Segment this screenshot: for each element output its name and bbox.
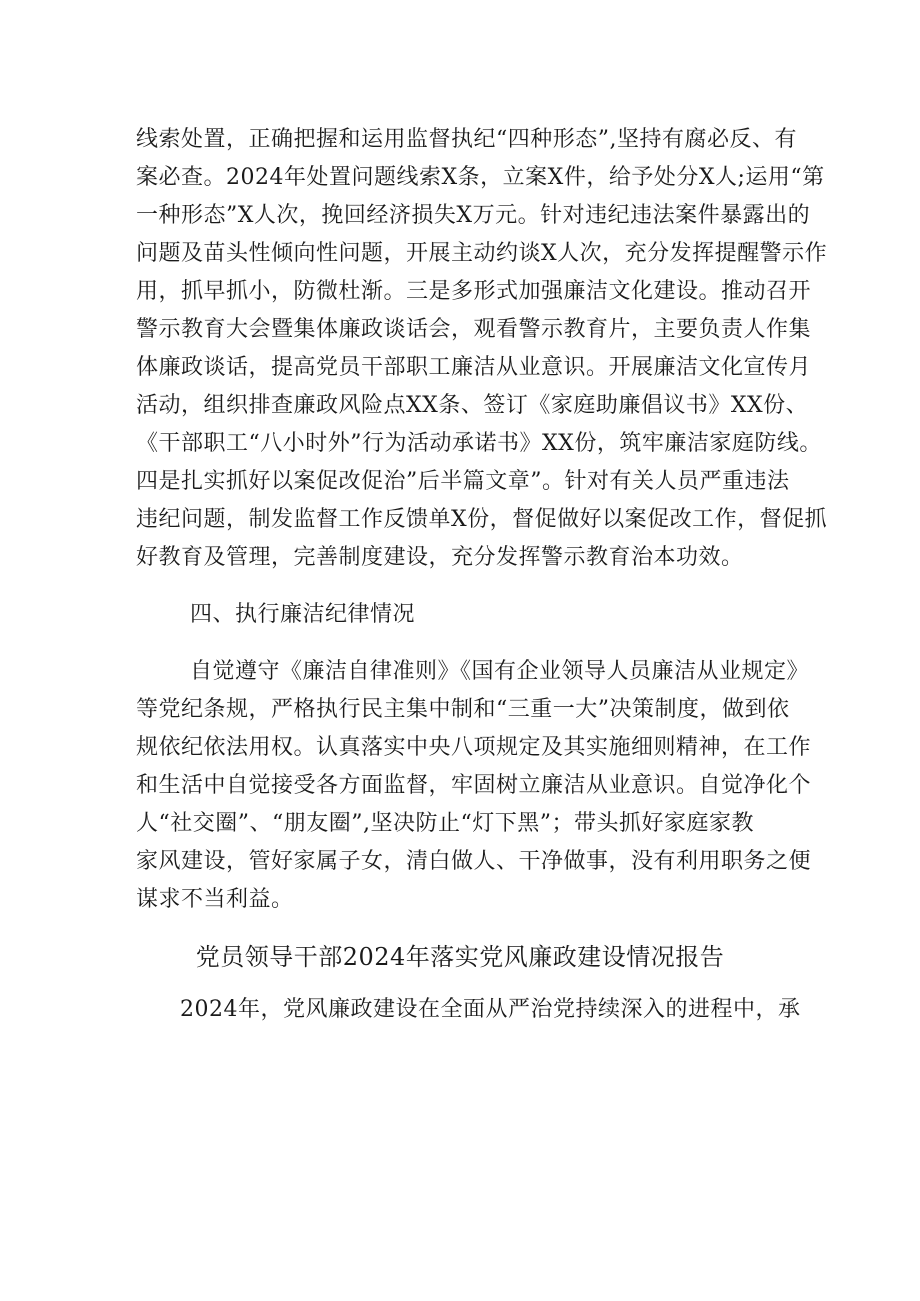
paragraph-line: 2024年，党风廉政建设在全面从严治党持续深入的进程中，承 (180, 997, 801, 1022)
paragraph-line: 《干部职工“八小时外”行为活动承诺书》XX份，筑牢廉洁家庭防线。 (136, 431, 822, 456)
paragraph-line: 四是扎实抓好以案促改促治”后半篇文章”。针对有关人员严重违法 (136, 469, 790, 494)
paragraph-line: 体廉政谈话，提高党员干部职工廉洁从业意识。开展廉洁文化宣传月 (136, 355, 812, 380)
paragraph-line: 自觉遵守《廉洁自律准则》《国有企业领导人员廉洁从业规定》 (190, 659, 810, 684)
paragraph-line: 谋求不当利益。 (136, 887, 294, 912)
paragraph-line: 警示教育大会暨集体廉政谈话会，观看警示教育片，主要负责人作集 (136, 317, 812, 342)
paragraph-line: 家风建设，管好家属子女，清白做人、干净做事，没有利用职务之便 (136, 849, 812, 874)
paragraph-line: 规依纪依法用权。认真落实中央八项规定及其实施细则精神，在工作 (136, 735, 812, 760)
paragraph-line: 活动，组织排查廉政风险点XX条、签订《家庭助廉倡议书》XX份、 (136, 393, 809, 418)
paragraph-line: 用，抓早抓小，防微杜渐。三是多形式加强廉洁文化建设。推动召开 (136, 279, 812, 304)
paragraph-line: 等党纪条规，严格执行民主集中制和“三重一大”决策制度，做到依 (136, 697, 790, 722)
report-title: 党员领导干部2024年落实党风廉政建设情况报告 (195, 943, 725, 971)
paragraph-line: 线索处置，正确把握和运用监督执纪“四种形态”,坚持有腐必反、有 (136, 127, 797, 152)
paragraph-line: 和生活中自觉接受各方面监督，牢固树立廉洁从业意识。自觉净化个 (136, 773, 812, 798)
paragraph-line: 一种形态”X人次，挽回经济损失X万元。针对违纪违法案件暴露出的 (136, 203, 811, 228)
paragraph-line: 案必查。2024年处置问题线索X条，立案X件，给予处分X人;运用“第 (136, 165, 825, 190)
paragraph-line: 人“社交圈”、“朋友圈”,坚决防止“灯下黑”；带头抓好家庭家教 (136, 811, 754, 836)
paragraph-line: 违纪问题，制发监督工作反馈单X份，督促做好以案促改工作，督促抓 (136, 507, 828, 532)
section-heading: 四、执行廉洁纪律情况 (190, 602, 416, 627)
paragraph-line: 问题及苗头性倾向性问题，开展主动约谈X人次，充分发挥提醒警示作 (136, 241, 828, 266)
paragraph-line: 好教育及管理，完善制度建设，充分发挥警示教育治本功效。 (136, 545, 744, 570)
